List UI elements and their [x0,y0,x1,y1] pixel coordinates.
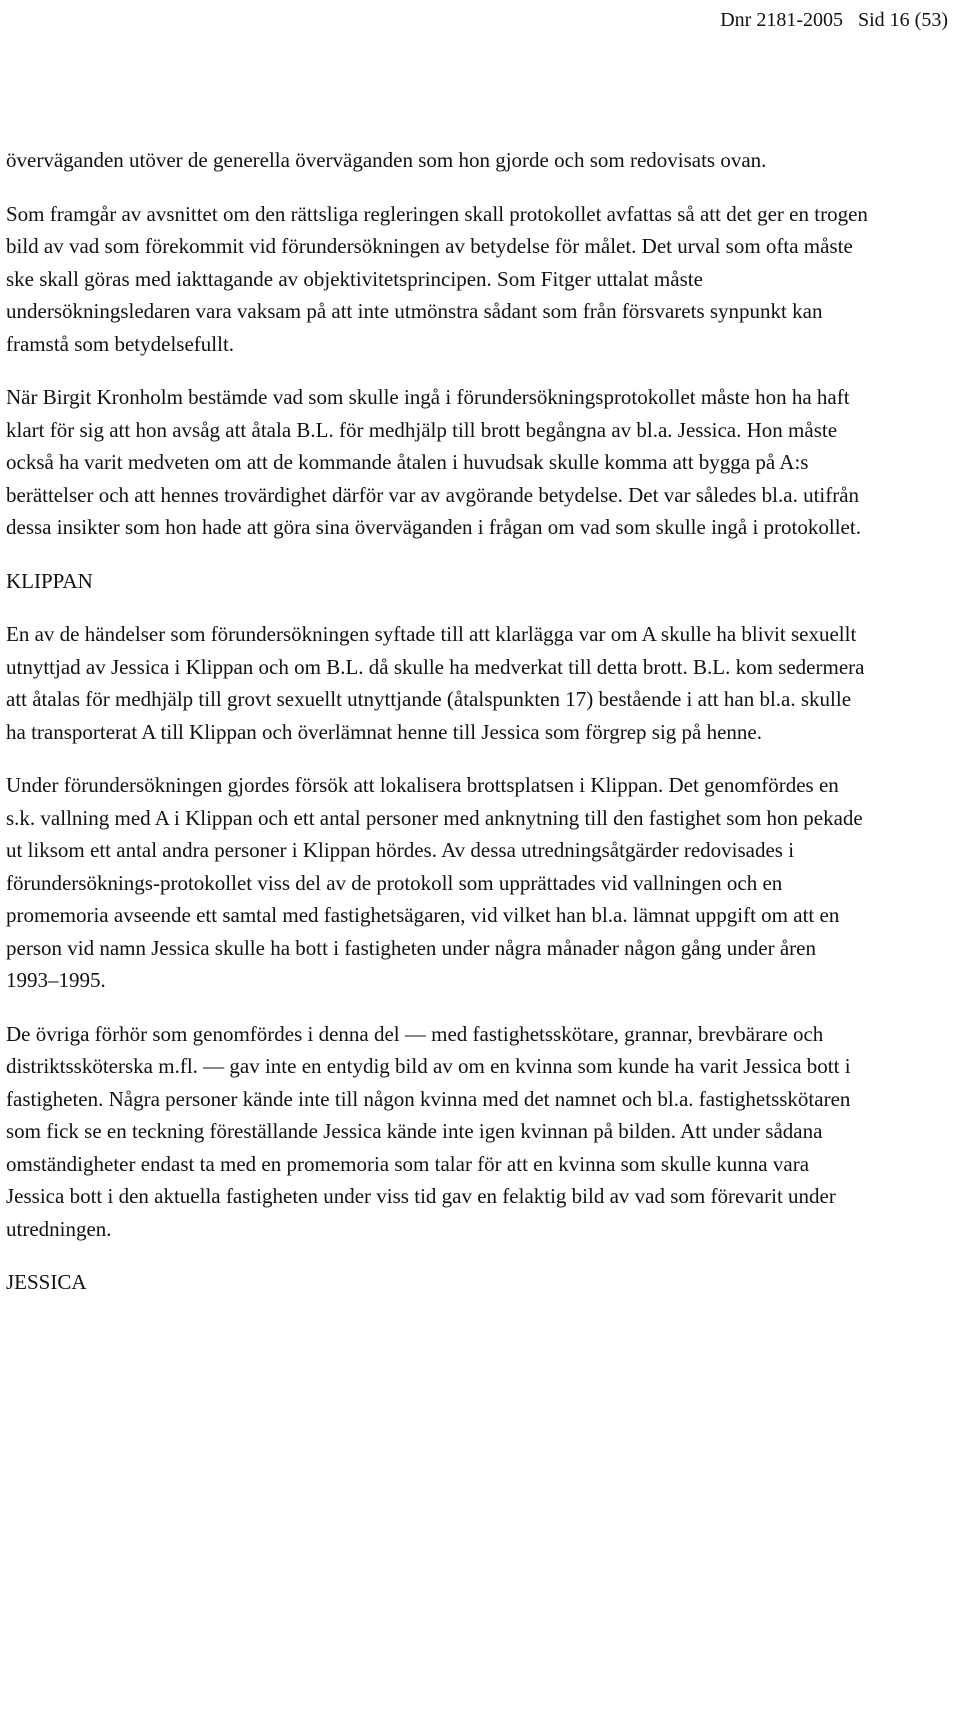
document-body [6,144,872,1320]
paragraph: Som framgår av avsnittet om den rättsliga regleringen skall protokollet avfattas så att det ger en trogen bild av vad som förekommit vid förundersökningen av betydelse för målet. Det urval som ofta måste ske skall göras med iakttagande av objektivitetsprincipen. Som Fitger uttalat måste undersökningsledaren vara vaksam på att inte utmönstra sådant som från försvarets synpunkt kan framstå som betydelsefullt. [6,201,868,356]
section-heading-klippan: KLIPPAN [6,568,93,593]
case-number: Dnr 2181-2005 [720,9,843,31]
paragraph: När Birgit Kronholm bestämde vad som skulle ingå i förundersökningsprotokollet måste hon ha haft klart för sig att hon avsåg att åtala B.L. för medhjälp till brott begångna av bl.a. Jessica. Hon måste också ha varit medveten om att de kommande åtalen i huvudsak skulle komma att bygga på A:s berättelser och att hennes trovärdighet därför var av avgörande betydelse. Det var således bl.a. utifrån dessa insikter som hon hade att göra sina överväganden i frågan om vad som skulle ingå i protokollet. [6,385,861,539]
page-header [720,6,948,34]
page-number: Sid 16 (53) [858,9,948,31]
paragraph: En av de händelser som förundersökningen syftade till att klarlägga var om A skulle ha blivit sexuellt utnyttjad av Jessica i Klippan och om B.L. då skulle ha medverkat till detta brott. B.L. kom sedermera att åtalas för medhjälp till grovt sexuellt utnyttjande (åtalspunkten 17) bestående i att han bl.a. skulle ha transporterat A till Klippan och överlämnat henne till Jessica som förgrep sig på henne. [6,622,865,744]
paragraph: Under förundersökningen gjordes försök att lokalisera brottsplatsen i Klippan. Det genomfördes en s.k. vallning med A i Klippan och ett antal personer med anknytning till den fastighet som hon pekade ut liksom ett antal andra personer i Klippan hördes. Av dessa utredningsåtgärder redovisades i förundersöknings-protokollet viss del av de protokoll som upprättades vid vallningen och en promemoria avseende ett samtal med fastighetsägaren, vid vilket han bl.a. lämnat uppgift om att en person vid namn Jessica skulle ha bott i fastigheten under några månader någon gång under åren 1993–1995. [6,773,863,992]
section-heading-jessica: JESSICA [6,1270,87,1294]
paragraph: De övriga förhör som genomfördes i denna del — med fastighetsskötare, grannar, brevbärare och distriktssköterska m.fl. — gav inte en entydig bild av om en kvinna som kunde ha varit Jessica bott i fastigheten. Några personer kände inte till någon kvinna med det namnet och bl.a. fastighetsskötaren som fick se en teckning föreställande Jessica kände inte igen kvinnan på bilden. Att under sådana omständigheter endast ta med en promemoria som talar för att en kvinna som skulle kunna vara Jessica bott i den aktuella fastigheten under viss tid gav en felaktig bild av vad som förevarit under utredningen. [6,1021,851,1241]
paragraph: överväganden utöver de generella överväganden som hon gjorde och som redovisats ovan. [6,148,767,172]
